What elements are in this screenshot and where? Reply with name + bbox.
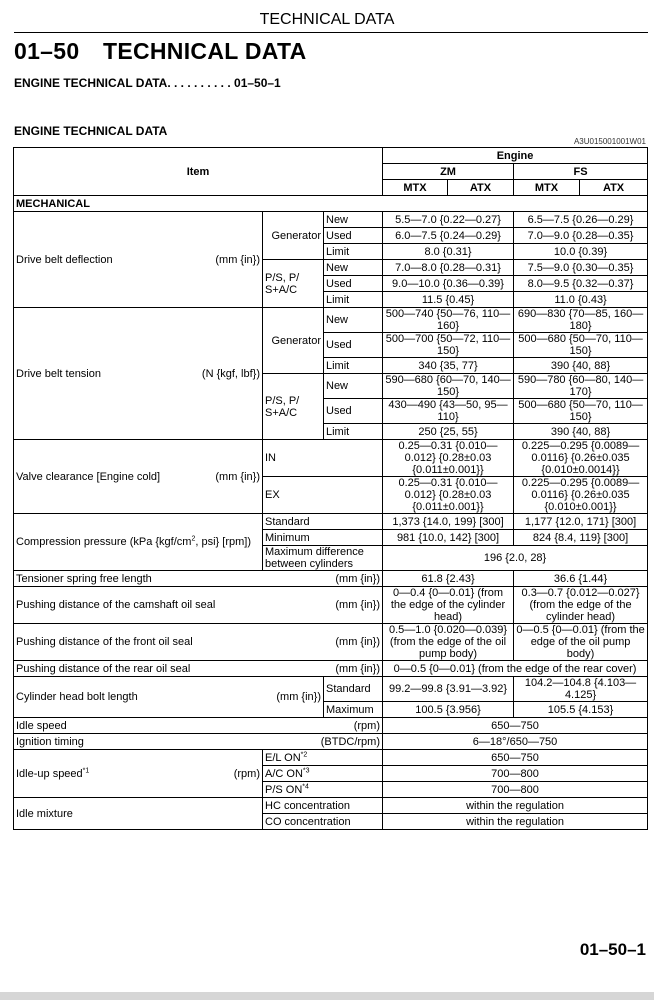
mechanical-heading: MECHANICAL — [14, 196, 648, 212]
value-cell: 981 {10.0, 142} [300] — [383, 530, 514, 546]
condition-label: Standard — [263, 514, 383, 530]
section-row — [14, 196, 648, 212]
value-cell: 590—680 {60—70, 140—150} — [383, 374, 514, 399]
condition-label: New — [324, 308, 383, 333]
value-cell: 36.6 {1.44} — [514, 571, 648, 587]
chapter-number: 01–50 — [14, 38, 80, 64]
value-cell: 390 {40, 88} — [514, 424, 648, 440]
value-cell: 250 {25, 55} — [383, 424, 514, 440]
item-cell: Cylinder head bolt length (mm {in}) — [14, 677, 324, 718]
table-row — [14, 677, 648, 702]
value-cell: 104.2—104.8 {4.103—4.125} — [514, 677, 648, 702]
table-row — [14, 718, 648, 734]
value-cell: 500—740 {50—76, 110—160} — [383, 308, 514, 333]
condition-label: Standard — [324, 677, 383, 702]
value-cell: 650—750 — [383, 718, 648, 734]
condition-label: Minimum — [263, 530, 383, 546]
item-cell: Idle speed (rpm) — [14, 718, 383, 734]
item-header: Item — [14, 148, 383, 196]
value-cell: 196 {2.0, 28} — [383, 546, 648, 571]
condition-label: Maximum — [324, 702, 383, 718]
value-cell: 0—0.5 {0—0.01} (from the edge of the rear cover) — [383, 661, 648, 677]
value-cell: 10.0 {0.39} — [514, 244, 648, 260]
condition-label: Limit — [324, 292, 383, 308]
value-cell: 0.25—0.31 {0.010—0.012} {0.28±0.03 {0.011±0.001}} — [383, 477, 514, 514]
section-title: ENGINE TECHNICAL DATA — [14, 124, 168, 138]
value-cell: 6.5—7.5 {0.26—0.29} — [514, 212, 648, 228]
table-row — [14, 661, 648, 677]
value-cell: 824 {8.4, 119} [300] — [514, 530, 648, 546]
value-cell: within the regulation — [383, 814, 648, 830]
value-cell: 340 {35, 77} — [383, 358, 514, 374]
value-cell: 105.5 {4.153} — [514, 702, 648, 718]
item-cell: Drive belt deflection (mm {in}) — [14, 212, 263, 308]
value-cell: 0.225—0.295 {0.0089—0.0116} {0.26±0.035 {0.010±0.0014}} — [514, 440, 648, 477]
condition-label: Used — [324, 333, 383, 358]
table-row — [14, 308, 648, 333]
toc-entry[interactable]: ENGINE TECHNICAL DATA. . . . . . . . . . 01–50–1 — [14, 76, 281, 90]
condition-label: Limit — [324, 424, 383, 440]
value-cell: 0.5—1.0 {0.020—0.039} (from the edge of the oil pump body) — [383, 624, 514, 661]
value-cell: 0—0.4 {0—0.01} (from the edge of the cylinder head) — [383, 587, 514, 624]
condition-label: E/L ON$^{*2}$ — [263, 750, 383, 766]
value-cell: 0—0.5 {0—0.01} (from the edge of the oil pump body) — [514, 624, 648, 661]
item-cell: Pushing distance of the front oil seal (mm {in}) — [14, 624, 383, 661]
fs-header: FS — [514, 164, 648, 180]
value-cell: 500—680 {50—70, 110—150} — [514, 399, 648, 424]
value-cell: 7.0—9.0 {0.28—0.35} — [514, 228, 648, 244]
table-row — [14, 798, 648, 814]
condition-label: A/C ON$^{*3}$ — [263, 766, 383, 782]
section-code: A3U015001001W01 — [573, 137, 646, 146]
value-cell: 430—490 {43—50, 95—110} — [383, 399, 514, 424]
value-cell: 100.5 {3.956} — [383, 702, 514, 718]
table-header-row — [14, 148, 648, 164]
condition-label: Used — [324, 276, 383, 292]
item-cell: Tensioner spring free length (mm {in}) — [14, 571, 383, 587]
value-cell: 11.5 {0.45} — [383, 292, 514, 308]
value-cell: 500—680 {50—70, 110—150} — [514, 333, 648, 358]
value-cell: 650—750 — [383, 750, 648, 766]
item-cell: Pushing distance of the rear oil seal (mm {in}) — [14, 661, 383, 677]
condition-label: New — [324, 260, 383, 276]
value-cell: 0.225—0.295 {0.0089—0.0116} {0.26±0.035 {0.010±0.001}} — [514, 477, 648, 514]
condition-label: Limit — [324, 358, 383, 374]
engine-technical-data-table — [13, 147, 648, 830]
value-cell: 8.0 {0.31} — [383, 244, 514, 260]
value-cell: 99.2—99.8 {3.91—3.92} — [383, 677, 514, 702]
value-cell: 590—780 {60—80, 140—170} — [514, 374, 648, 399]
value-cell: 690—830 {70—85, 160—180} — [514, 308, 648, 333]
item-cell: Idle-up speed$^{*1}$ (rpm) — [14, 750, 263, 798]
value-cell: 5.5—7.0 {0.22—0.27} — [383, 212, 514, 228]
table-row — [14, 734, 648, 750]
item-cell: Idle mixture — [14, 798, 263, 830]
page-number: 01–50–1 — [579, 940, 646, 959]
bottom-bar — [0, 992, 654, 1000]
mtx-header: MTX — [514, 180, 580, 196]
condition-label: P/S ON$^{*4}$ — [263, 782, 383, 798]
chapter-title: TECHNICAL DATA — [103, 38, 307, 64]
value-cell: 1,373 {14.0, 199} [300] — [383, 514, 514, 530]
table-row — [14, 750, 648, 766]
item-cell: Drive belt tension (N {kgf, lbf}) — [14, 308, 263, 440]
value-cell: 61.8 {2.43} — [383, 571, 514, 587]
value-cell: 8.0—9.5 {0.32—0.37} — [514, 276, 648, 292]
condition-label: EX — [263, 477, 383, 514]
value-cell: 500—700 {50—72, 110—150} — [383, 333, 514, 358]
value-cell: 1,177 {12.0, 171} [300] — [514, 514, 648, 530]
item-cell: Pushing distance of the camshaft oil seal (mm {in}) — [14, 587, 383, 624]
value-cell: 390 {40, 88} — [514, 358, 648, 374]
value-cell: 7.5—9.0 {0.30—0.35} — [514, 260, 648, 276]
value-cell: 7.0—8.0 {0.28—0.31} — [383, 260, 514, 276]
table-row — [14, 212, 648, 228]
value-cell: 9.0—10.0 {0.36—0.39} — [383, 276, 514, 292]
generator-label: Generator — [263, 308, 324, 374]
table-row — [14, 440, 648, 477]
ps-sac-label: P/S, P/ S+A/C — [263, 260, 324, 308]
value-cell: 11.0 {0.43} — [514, 292, 648, 308]
table-row — [14, 514, 648, 530]
generator-label: Generator — [263, 212, 324, 260]
item-cell: Ignition timing (BTDC/rpm) — [14, 734, 383, 750]
condition-label: HC concentration — [263, 798, 383, 814]
atx-header: ATX — [448, 180, 514, 196]
table-row — [14, 571, 648, 587]
condition-label: New — [324, 212, 383, 228]
condition-label: Used — [324, 228, 383, 244]
value-cell: 6.0—7.5 {0.24—0.29} — [383, 228, 514, 244]
condition-label: CO concentration — [263, 814, 383, 830]
engine-header: Engine — [383, 148, 648, 164]
item-cell: Compression pressure (kPa {$kgf/cm^2$, psi} [rpm]) — [14, 514, 263, 571]
condition-label: Limit — [324, 244, 383, 260]
table-row — [14, 624, 648, 661]
atx-header: ATX — [580, 180, 648, 196]
condition-label: IN — [263, 440, 383, 477]
zm-header: ZM — [383, 164, 514, 180]
mtx-header: MTX — [383, 180, 448, 196]
item-cell: Valve clearance [Engine cold] (mm {in}) — [14, 440, 263, 514]
condition-label: Maximum difference between cylinders — [263, 546, 383, 571]
condition-label: New — [324, 374, 383, 399]
value-cell: within the regulation — [383, 798, 648, 814]
running-header: TECHNICAL DATA — [259, 11, 395, 28]
page-title — [14, 38, 307, 65]
condition-label: Used — [324, 399, 383, 424]
value-cell: 700—800 — [383, 766, 648, 782]
table-row — [14, 587, 648, 624]
header-rule — [14, 32, 648, 33]
value-cell: 0.25—0.31 {0.010—0.012} {0.28±0.03 {0.011±0.001}} — [383, 440, 514, 477]
value-cell: 6—18°/650—750 — [383, 734, 648, 750]
ps-sac-label: P/S, P/ S+A/C — [263, 374, 324, 440]
value-cell: 0.3—0.7 {0.012—0.027} (from the edge of the cylinder head) — [514, 587, 648, 624]
value-cell: 700—800 — [383, 782, 648, 798]
